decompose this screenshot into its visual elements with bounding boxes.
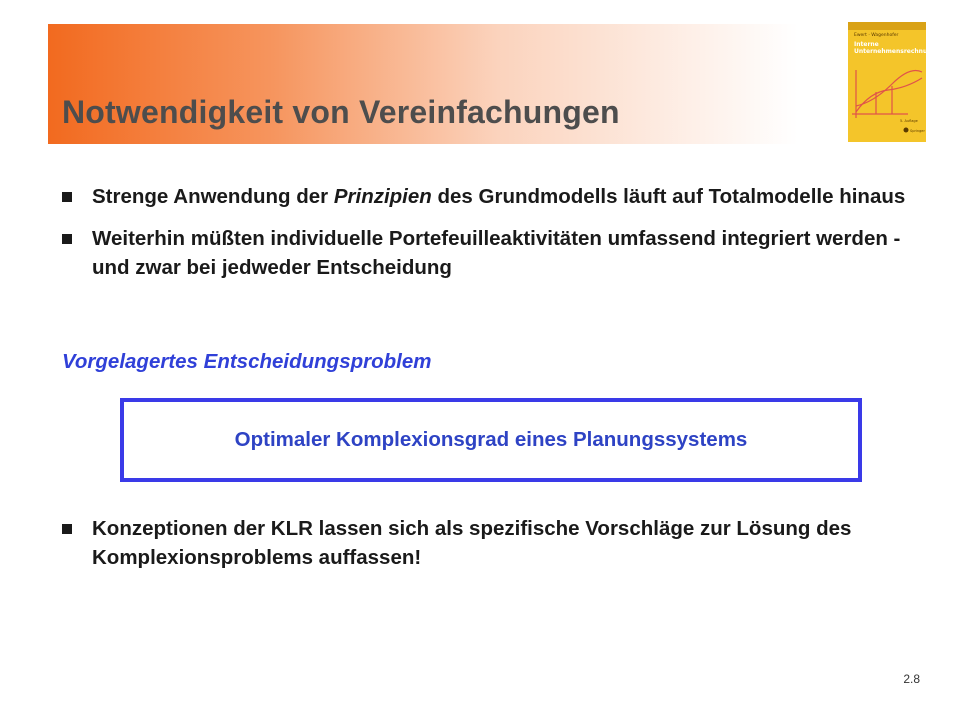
highlight-box	[120, 398, 862, 482]
publisher-logo-icon	[904, 128, 909, 133]
bullet-item	[62, 514, 922, 572]
bullet-item	[62, 182, 922, 211]
bullet-text: Weiterhin müßten individuelle Portefeuilleaktivitäten umfassend integriert werden - und zwar bei jedweder Entscheidung	[92, 227, 901, 279]
book-authors: Ewert · Wagenhofer	[854, 33, 899, 38]
bullet-item	[62, 224, 922, 282]
bullet-square-icon	[62, 234, 72, 244]
slide-number: 2.8	[903, 672, 920, 686]
bullet-text: des Grundmodells läuft auf Totalmodelle hinaus	[431, 185, 906, 208]
book-title-line2: Unternehmensrechnung	[854, 48, 936, 55]
book-cover-image	[848, 22, 936, 142]
bullet-emphasis: Prinzipien	[333, 185, 432, 208]
bullet-list	[62, 182, 922, 295]
book-title-line1: Interne	[854, 41, 879, 48]
subheading: Vorgelagertes Entscheidungsproblem	[62, 350, 432, 373]
page-title: Notwendigkeit von Vereinfachungen	[62, 94, 620, 130]
bullet-text: Konzeptionen der KLR lassen sich als spezifische Vorschläge zur Lösung des Komplexionsproblems auffassen!	[92, 517, 852, 569]
bullet-text: Strenge Anwendung der	[92, 185, 334, 208]
book-publisher: Springer	[910, 129, 925, 133]
book-edition: 5. Auflage	[900, 119, 918, 123]
bullet-square-icon	[62, 524, 72, 534]
bullet-list-2	[62, 514, 922, 585]
highlight-box-text: Optimaler Komplexionsgrad eines Planungssystems	[234, 428, 748, 451]
bullet-square-icon	[62, 192, 72, 202]
